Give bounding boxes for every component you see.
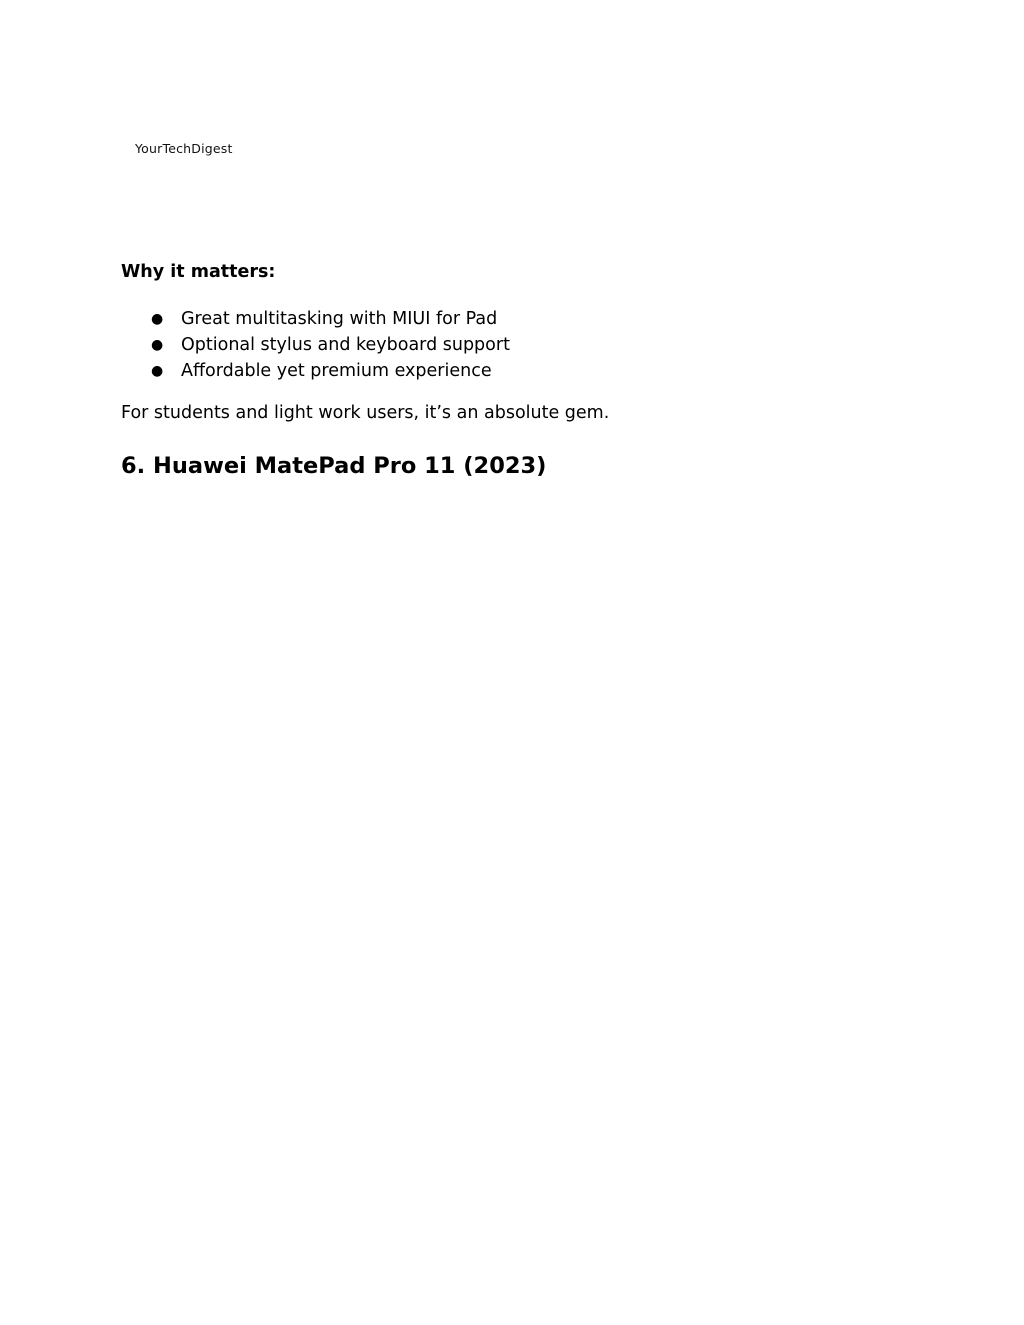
- list-item: [121, 332, 510, 358]
- list-item-text: Optional stylus and keyboard support: [181, 335, 510, 355]
- site-logo: YourTechDigest: [135, 141, 233, 156]
- list-item-text: Great multitasking with MIUI for Pad: [181, 309, 498, 329]
- list-item: [121, 306, 510, 332]
- bullet-icon: ●: [151, 311, 164, 327]
- list-item-text: Affordable yet premium experience: [181, 361, 492, 381]
- list-item: [121, 358, 510, 384]
- bullet-icon: ●: [151, 337, 164, 353]
- bullet-icon: ●: [151, 363, 164, 379]
- section-heading: 6. Huawei MatePad Pro 11 (2023): [121, 453, 547, 479]
- feature-list: [121, 306, 510, 384]
- summary-paragraph: For students and light work users, it’s an absolute gem.: [121, 403, 610, 423]
- section-label: Why it matters:: [121, 262, 276, 282]
